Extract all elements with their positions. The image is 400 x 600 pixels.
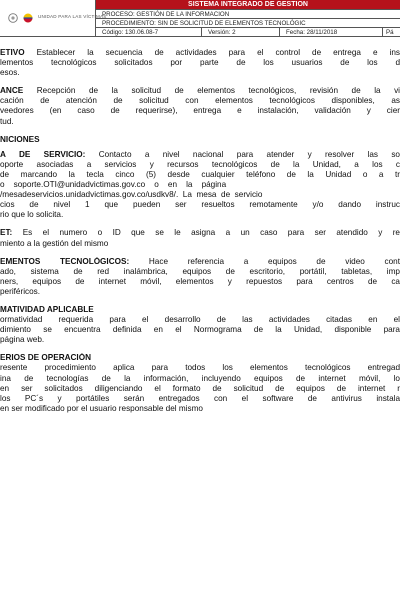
text-line: /mesadeservicios.unidadvictimas.gov.co/usdkv8/. La mesa de servicio <box>0 190 263 200</box>
text-line: los PC´s y portátiles serán entregados con el software de antivirus instala <box>0 393 400 403</box>
logo-text: UNIDAD PARA LAS VÍCTIMAS <box>38 14 107 19</box>
normatividad-section <box>0 305 400 345</box>
date-label: Fecha: 28/11/2018 <box>286 29 338 36</box>
process-row <box>96 10 400 19</box>
criterios-section <box>0 353 400 414</box>
system-title: SISTEMA INTEGRADO DE GESTION <box>96 0 400 10</box>
logo-cell <box>0 0 107 37</box>
text-line: periféricos. <box>0 286 41 296</box>
unidad-logo-icon <box>22 13 34 23</box>
text-line: oporte asociadas a servicios y recursos tecnológicos de la Unidad, a los c <box>0 159 400 169</box>
term-label: A DE SERVICIO: <box>0 149 86 159</box>
definition-text: Hace referencia a equipos de video cont <box>129 256 400 266</box>
text-line: de marcando la tecla cinco (5) desde cualquier teléfono de la Unidad o a tr <box>0 169 400 179</box>
section-heading: ERIOS DE OPERACIÓN <box>0 353 91 363</box>
text-line: ormatividad requerida para el desarrollo de las actividades citadas en el <box>0 315 400 325</box>
text-line: miento a la gestión del mismo <box>0 238 109 248</box>
code-label: Código: 130.06.08-7 <box>102 29 159 36</box>
cell-divider <box>382 28 383 37</box>
text-line: o soporte.OTI@unidadvictimas.gov.co o en la página <box>0 180 227 190</box>
term-label: EMENTOS TECNOLÓGICOS: <box>0 256 130 266</box>
text-line: dimiento se encuentra definida en el Normograma de la Unidad, disponible para <box>0 325 400 335</box>
text-line: cación de atención de solicitud con elementos tecnológicos disponibles, as <box>0 96 400 106</box>
meta-row <box>96 28 400 37</box>
text-line: esos. <box>0 68 20 78</box>
alcance-section <box>0 86 400 126</box>
text-line: ners, equipos de internet móvil, elementos y repuestos para centros de ca <box>0 276 400 286</box>
text-line <box>0 48 400 58</box>
ticket-definition <box>0 228 400 248</box>
text-line <box>0 257 400 267</box>
version-label: Versión: 2 <box>208 29 236 36</box>
text-line: ado, sistema de red inalámbrica, equipos de escritorio, portátil, tabletas, imp <box>0 266 400 276</box>
section-label: ETIVO <box>0 48 25 57</box>
definiciones-heading: NICIONES <box>0 134 40 144</box>
procedure-label: PROCEDIMIENTO: SIN DE SOLICITUD DE ELEMENTOS TECNOLÓGIC <box>102 20 306 27</box>
section-heading: MATIVIDAD APLICABLE <box>0 304 94 314</box>
page-label: Pá <box>386 29 394 36</box>
text-line: cios de nivel 1 que pueden ser resueltos remotamente y/o dando instruc <box>0 200 400 210</box>
coat-of-arms-icon <box>8 13 18 23</box>
section-text: Recepción de la solicitud de elementos tecnológicos, revisión de la vi <box>23 86 400 96</box>
elementos-tecnologicos-definition <box>0 257 400 297</box>
text-line: página web. <box>0 335 45 345</box>
text-line: ina de tecnologías de la información, incluyendo equipos de internet móvil, lo <box>0 373 400 383</box>
term-label: ET: <box>0 228 13 238</box>
text-line: resente procedimiento aplica para todos los elementos tecnológicos entregad <box>0 363 400 373</box>
text-line <box>0 150 400 160</box>
mesa-de-servicio-definition <box>0 150 400 221</box>
text-line: rio que lo solicita. <box>0 210 64 220</box>
cell-divider <box>279 28 280 37</box>
text-line <box>0 228 400 238</box>
section-label: ANCE <box>0 86 24 96</box>
document-body <box>0 48 400 414</box>
definition-text: Es el numero o ID que se le asigna a un caso para ser atendido y re <box>12 228 400 238</box>
objetivo-section <box>0 48 400 78</box>
process-label: PROCESO: GESTIÓN DE LA INFORMACION <box>102 11 230 18</box>
text-line: tud. <box>0 116 14 126</box>
section-text: Establecer la secuencia de actividades para el control de entrega e ins <box>24 48 400 57</box>
text-line: veedores (en caso de requerirse), entrega e instalación, validación y cier <box>0 106 400 116</box>
text-line: en ser modificado por el usuario responsable del mismo <box>0 403 203 413</box>
document-header <box>0 0 400 38</box>
text-line: en ser solicitados diligenciando el formato de solicitud de equipos de internet r <box>0 383 400 393</box>
procedure-row <box>96 19 400 28</box>
cell-divider <box>201 28 202 37</box>
text-line <box>0 86 400 96</box>
definition-text: Contacto a nivel nacional para atender y resolver las so <box>85 149 400 159</box>
text-line: lementos tecnológicos solicitados por parte de los usuarios de los d <box>0 58 400 68</box>
